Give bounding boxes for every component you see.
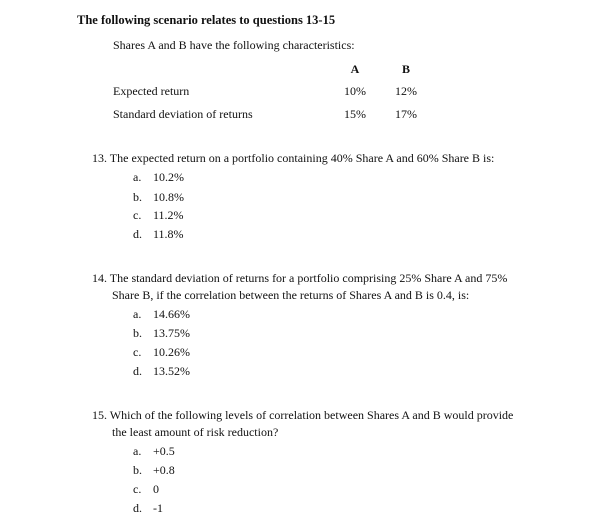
option-letter: c. — [133, 345, 142, 359]
question-15-option-d — [133, 501, 163, 516]
expected-return-a: 10% — [344, 84, 366, 98]
question-14-option-b — [133, 326, 190, 341]
option-letter: b. — [133, 190, 142, 204]
expected-return-b: 12% — [395, 84, 417, 98]
question-15-option-b — [133, 463, 175, 478]
question-13-option-b — [133, 190, 184, 205]
option-text: 10.2% — [153, 170, 184, 184]
column-header-b: B — [401, 62, 410, 76]
scenario-intro: Shares A and B have the following characteristics: — [113, 38, 355, 52]
question-15 — [92, 407, 562, 441]
option-letter: d. — [133, 364, 142, 378]
option-text: 13.75% — [153, 326, 190, 340]
option-letter: c. — [133, 208, 142, 222]
question-14 — [92, 270, 562, 304]
question-15-text-line1: 15. Which of the following levels of correlation between Shares A and B would provide — [92, 408, 514, 422]
option-text: 10.8% — [153, 190, 184, 204]
question-14-option-a — [133, 307, 190, 322]
question-15-option-a — [133, 444, 175, 459]
option-text: 13.52% — [153, 364, 190, 378]
column-header-a: A — [350, 62, 360, 76]
question-14-option-d — [133, 364, 190, 379]
question-13-text: 13. The expected return on a portfolio containing 40% Share A and 60% Share B is: — [92, 151, 495, 165]
option-text: 10.26% — [153, 345, 190, 359]
option-text: 11.8% — [153, 227, 184, 241]
option-letter: d. — [133, 501, 142, 515]
question-15-option-c — [133, 482, 159, 497]
standard-deviation-a: 15% — [344, 107, 366, 121]
scenario-heading: The following scenario relates to questions 13-15 — [77, 13, 336, 27]
question-13-option-c — [133, 208, 184, 223]
option-letter: b. — [133, 463, 142, 477]
question-14-text-line2: Share B, if the correlation between the returns of Shares A and B is 0.4, is: — [112, 288, 470, 302]
question-13 — [92, 150, 572, 167]
question-13-option-a — [133, 170, 184, 185]
option-text: -1 — [153, 501, 163, 515]
question-13-option-d — [133, 227, 184, 242]
question-15-text-line2: the least amount of risk reduction? — [112, 425, 279, 439]
standard-deviation-b: 17% — [395, 107, 417, 121]
option-letter: c. — [133, 482, 142, 496]
option-letter: a. — [133, 307, 142, 321]
question-14-option-c — [133, 345, 190, 360]
option-text: 0 — [153, 482, 159, 496]
question-14-text-line1: 14. The standard deviation of returns for a portfolio comprising 25% Share A and 75% — [92, 271, 508, 285]
option-letter: a. — [133, 444, 142, 458]
option-letter: d. — [133, 227, 142, 241]
option-letter: b. — [133, 326, 142, 340]
option-text: +0.8 — [153, 463, 175, 477]
option-text: 14.66% — [153, 307, 190, 321]
row-label-standard-deviation: Standard deviation of returns — [113, 107, 253, 121]
option-letter: a. — [133, 170, 142, 184]
option-text: +0.5 — [153, 444, 175, 458]
row-label-expected-return: Expected return — [113, 84, 190, 98]
option-text: 11.2% — [153, 208, 184, 222]
